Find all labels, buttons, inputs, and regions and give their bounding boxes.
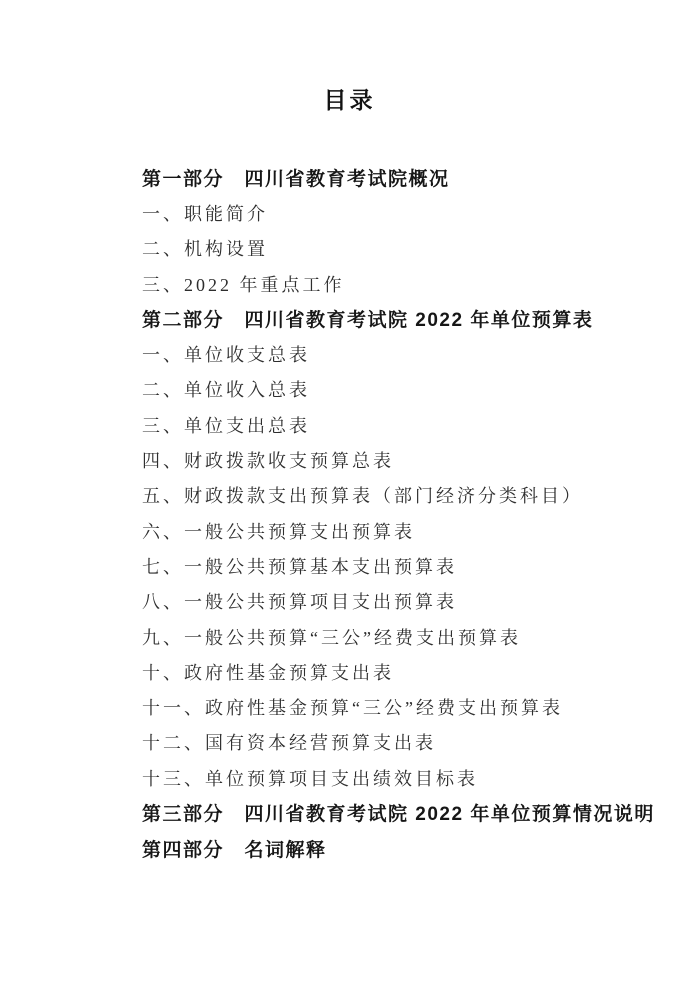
toc-section-heading: 第一部分 四川省教育考试院概况 [142, 169, 450, 191]
toc-item: 十二、国有资本经营预算支出表 [142, 733, 436, 754]
toc-item: 二、单位收入总表 [142, 380, 310, 401]
toc-item: 五、财政拨款支出预算表（部门经济分类科目） [142, 486, 583, 507]
toc-section-heading: 第三部分 四川省教育考试院 2022 年单位预算情况说明 [142, 804, 655, 826]
toc-item: 十三、单位预算项目支出绩效目标表 [142, 768, 478, 789]
toc-item: 六、一般公共预算支出预算表 [142, 521, 415, 542]
table-of-contents [142, 160, 663, 866]
toc-section-heading: 第二部分 四川省教育考试院 2022 年单位预算表 [142, 310, 594, 332]
toc-item: 九、一般公共预算“三公”经费支出预算表 [142, 627, 521, 648]
toc-item: 一、职能简介 [142, 203, 268, 224]
toc-item: 一、单位收支总表 [142, 345, 310, 366]
toc-item: 二、机构设置 [142, 239, 268, 260]
toc-section-heading: 第四部分 名词解释 [142, 839, 327, 861]
toc-item: 四、财政拨款收支预算总表 [142, 451, 394, 472]
toc-item: 八、一般公共预算项目支出预算表 [142, 592, 457, 613]
page-title: 目录 [323, 87, 376, 113]
toc-item: 七、一般公共预算基本支出预算表 [142, 556, 457, 577]
toc-item: 三、单位支出总表 [142, 415, 310, 436]
toc-item: 十一、政府性基金预算“三公”经费支出预算表 [142, 698, 563, 719]
toc-item: 十、政府性基金预算支出表 [142, 662, 394, 683]
toc-item: 三、2022 年重点工作 [142, 274, 345, 295]
